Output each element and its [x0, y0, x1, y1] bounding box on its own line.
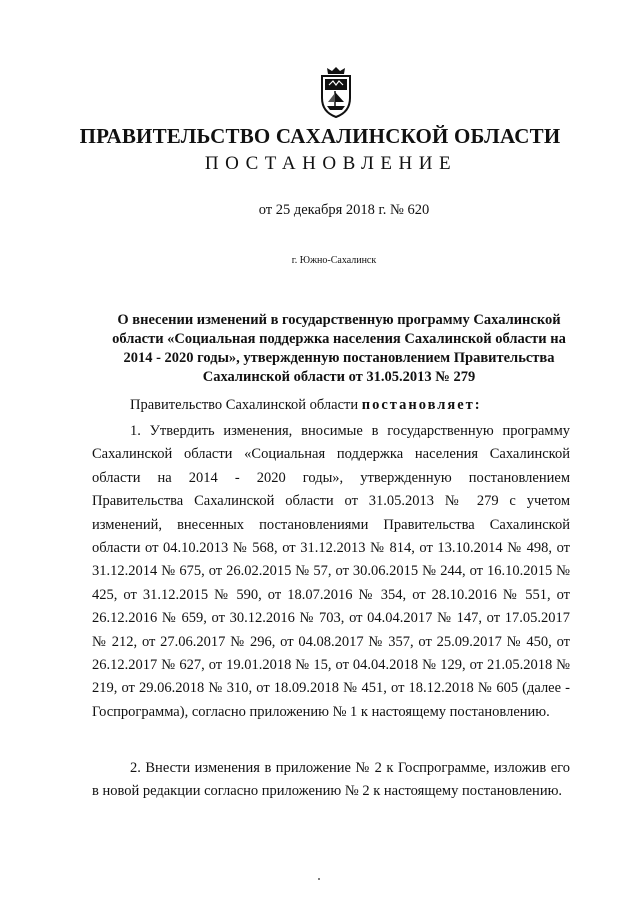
- document-type: ПОСТАНОВЛЕНИЕ: [204, 153, 458, 174]
- government-title: ПРАВИТЕЛЬСТВО САХАЛИНСКОЙ ОБЛАСТИ: [79, 124, 561, 148]
- coat-of-arms-icon: [318, 66, 354, 118]
- decree-date-number: от 25 декабря 2018 г. № 620: [258, 202, 430, 218]
- preamble-emphasis: постановляет:: [361, 397, 482, 413]
- scan-speck: [318, 878, 320, 880]
- city-name: г. Южно-Сахалинск: [291, 255, 377, 266]
- preamble: [130, 397, 482, 414]
- preamble-text: Правительство Сахалинской области: [130, 397, 359, 413]
- paragraph-item-1: 1. Утвердить изменения, вносимые в государственную программу Сахалинской области «Социальная поддержка населения Сахалинской области на 2014 - 2020 годы», утвержденную постановлением Правительства Сахалинской области от 31.05.2013 № 279 с учетом изменений, внесенных постановлениями Правительства Сахалинской области от 04.10.2013 № 568, от 31.12.2013 № 814, от 13.10.2014 № 498, от 31.12.2014 № 675, от 26.02.2015 № 57, от 30.06.2015 № 244, от 16.10.2015 № 425, от 31.12.2015 № 590, от 18.07.2016 № 354, от 28.10.2016 № 551, от 26.12.2016 № 659, от 30.12.2016 № 703, от 04.04.2017 № 147, от 17.05.2017 № 212, от 27.06.2017 № 296, от 04.08.2017 № 357, от 25.09.2017 № 450, от 26.12.2017 № 627, от 19.01.2018 № 15, от 04.04.2018 № 129, от 21.05.2018 № 219, от 29.06.2018 № 310, от 18.09.2018 № 451, от 18.12.2018 № 605 (далее - Госпрограмма), согласно приложению № 1 к настоящему постановлению.: [92, 423, 570, 720]
- decree-subject: О внесении изменений в государственную программу Сахалинской области «Социальная поддержка населения Сахалинской области на 2014 - 2020 годы», утвержденную постановлением Правительства Сахалинской области от 31.05.2013 № 279: [112, 312, 566, 385]
- paragraph-item-2: 2. Внести изменения в приложение № 2 к Госпрограмме, изложив его в новой редакции согласно приложению № 2 к настоящему постановлению.: [92, 760, 570, 800]
